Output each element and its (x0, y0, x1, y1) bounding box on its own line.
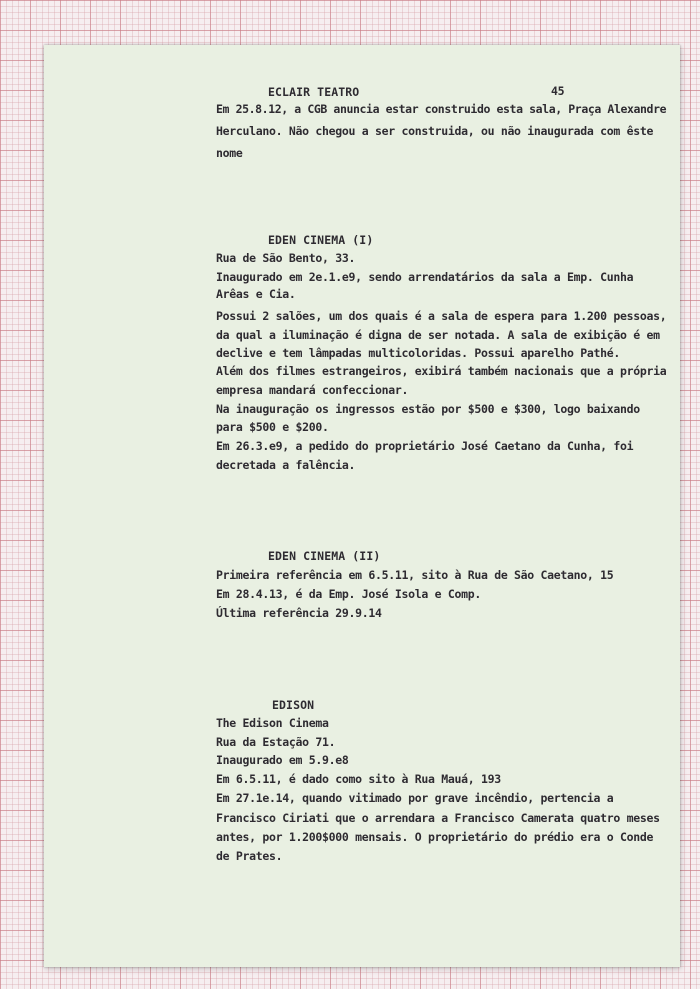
text-line: empresa mandará confeccionar. (216, 383, 409, 397)
text-line: Em 26.3.e9, a pedido do proprietário José Caetano da Cunha, foi (216, 439, 634, 453)
text-line: de Prates. (216, 849, 283, 863)
text-line: Em 27.1e.14, quando vitimado por grave incêndio, pertencia a (216, 791, 614, 805)
text-line: Em 6.5.11, é dado como sito à Rua Mauá, 193 (216, 772, 501, 786)
text-line: Francisco Ciriati que o arrendara a Francisco Camerata quatro meses (216, 811, 660, 825)
text-line: The Edison Cinema (216, 716, 329, 730)
text-line: declive e tem lâmpadas multicoloridas. Possui aparelho Pathé. (216, 346, 621, 360)
text-line: Arêas e Cia. (216, 287, 296, 301)
text-line: Na inauguração os ingressos estão por $500 e $300, logo baixando (216, 402, 640, 416)
text-line: Inaugurado em 2e.1.e9, sendo arrendatários da sala a Emp. Cunha (216, 270, 634, 284)
text-line: Rua da Estação 71. (216, 735, 336, 749)
text-line: Rua de São Bento, 33. (216, 251, 356, 265)
text-line: Em 28.4.13, é da Emp. José Isola e Comp. (216, 587, 481, 601)
text-line: Última referência 29.9.14 (216, 606, 382, 620)
section-title: EDISON (272, 698, 315, 712)
text-line: Primeira referência em 6.5.11, sito à Rua de São Caetano, 15 (216, 568, 614, 582)
typed-page (44, 45, 680, 967)
text-line: Inaugurado em 5.9.e8 (216, 753, 349, 767)
text-line: da qual a iluminação é digna de ser notada. A sala de exibição é em (216, 328, 660, 342)
text-line: Herculano. Não chegou a ser construida, ou não inaugurada com êste (216, 124, 654, 138)
section-title: EDEN CINEMA (I) (268, 233, 374, 247)
section-title: EDEN CINEMA (II) (268, 549, 381, 563)
text-line: nome (216, 146, 243, 160)
text-line: para $500 e $200. (216, 420, 329, 434)
text-line: Além dos filmes estrangeiros, exibirá também nacionais que a própria (216, 364, 667, 378)
page-number: 45 (551, 84, 565, 98)
text-line: Possui 2 salões, um dos quais é a sala de espera para 1.200 pessoas, (216, 309, 667, 323)
text-line: antes, por 1.200$000 mensais. O proprietário do prédio era o Conde (216, 830, 654, 844)
section-title: ECLAIR TEATRO (268, 85, 360, 99)
text-line: decretada a falência. (216, 458, 356, 472)
text-line: Em 25.8.12, a CGB anuncia estar construido esta sala, Praça Alexandre (216, 102, 667, 116)
